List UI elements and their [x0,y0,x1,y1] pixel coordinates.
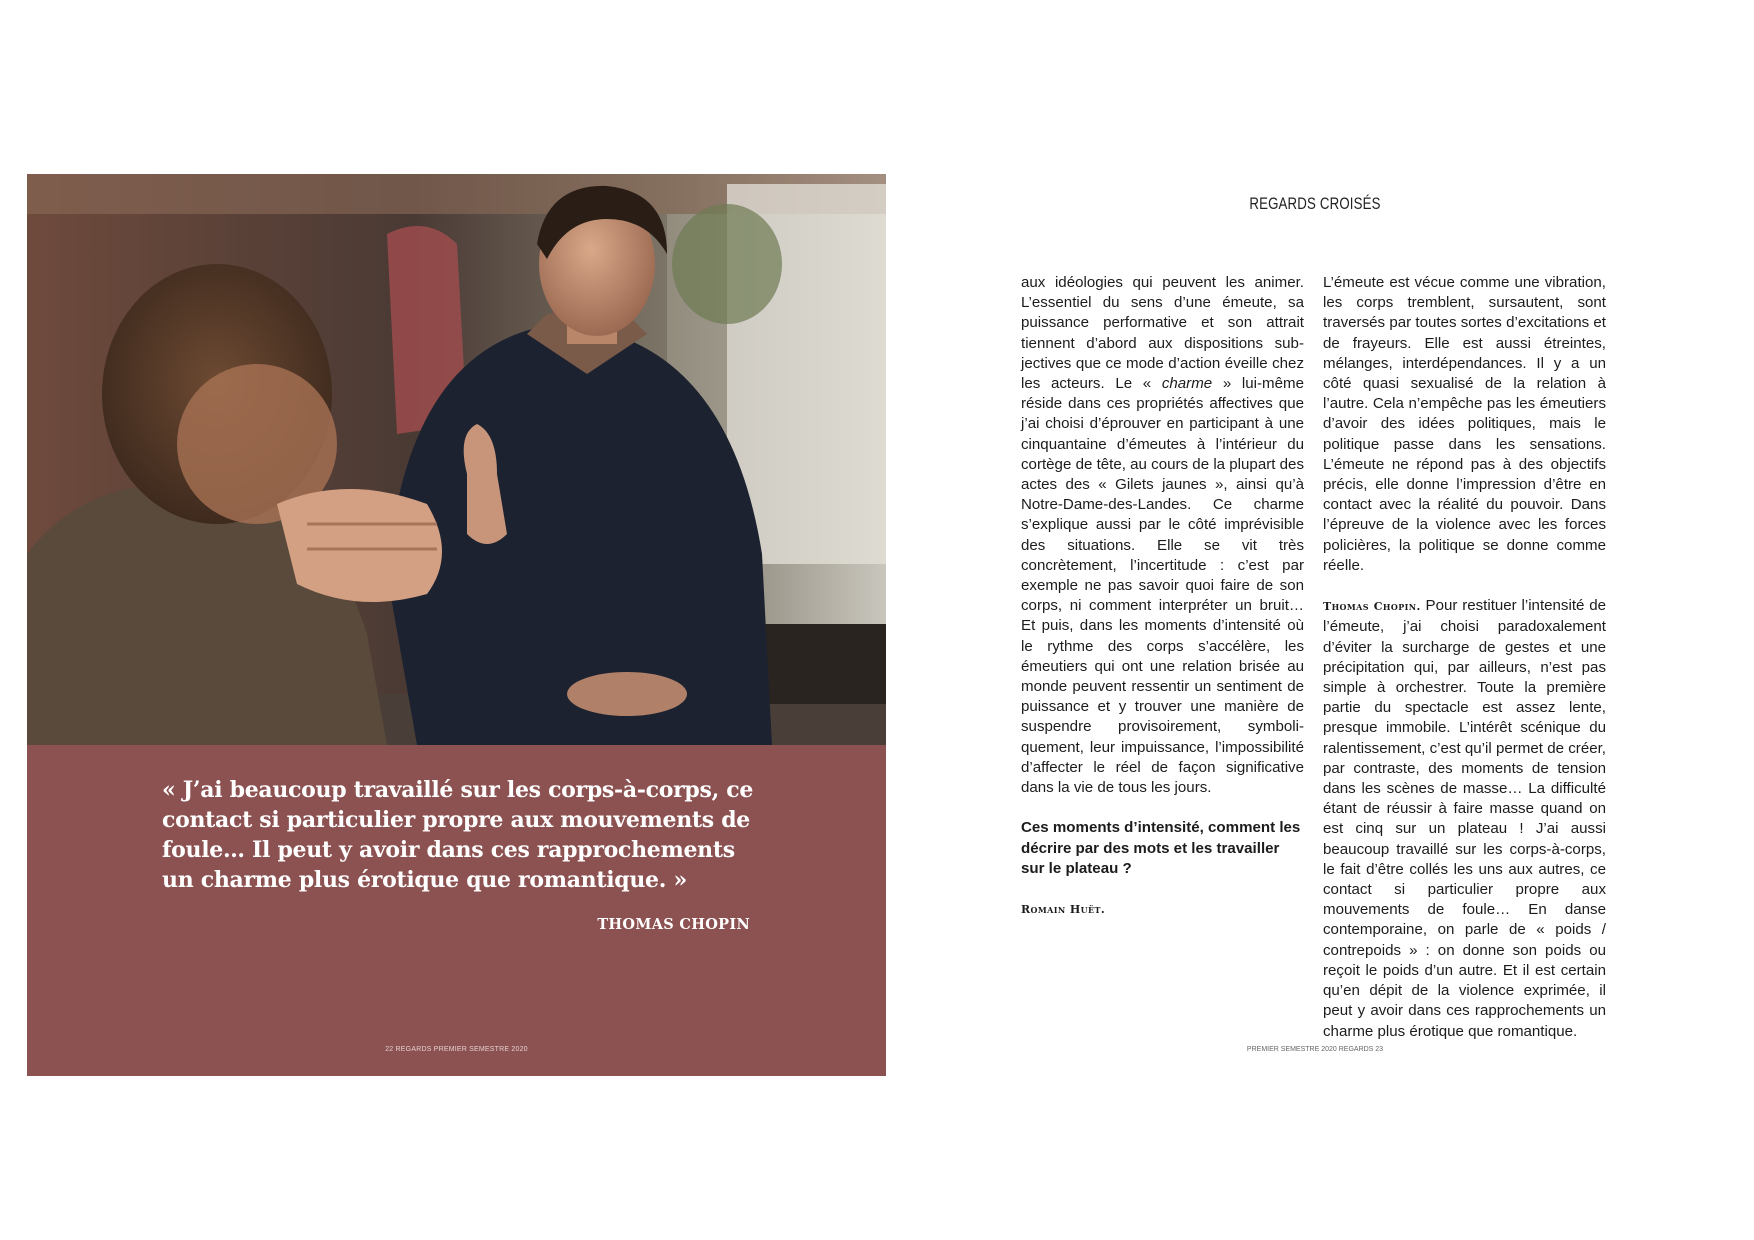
left-page [27,174,886,1076]
speaker-thomas-chopin: Thomas Chopin. [1323,600,1421,614]
article-paragraph-2-continued: L’émeute est vécue comme une vibration, les corps tremblent, sursautent, sont traversés par toutes sortes d’excitations et de frayeurs. Elle est aussi étreintes, mélanges, interdépendances. Il y a un côté quasi sexualisé de la relation à l’autre. Cela n’empêche pas les émeutiers d’avoir des idées politiques, mais le politique passe dans les sensations. L’émeute ne répond pas à des objectifs précis, elle donne l’impression d’être en contact avec la réalité du pouvoir. Dans l’épreuve de la violence avec les forces policières, la politique se donne comme réelle. [1323,274,1606,574]
left-page-folio: 22 REGARDS PREMIER SEMESTRE 2020 [385,1046,528,1053]
pull-quote: « J’ai beaucoup travaillé sur les corps-à-corps, ce contact si particulier propre aux mouvements de foule… Il peut y avoir dans ces rapprochements un charme plus érotique que romantique. » [162,777,754,893]
article-paragraph-1 [1021,273,1304,798]
article-column-2 [1323,273,1606,1042]
speaker-romain-huet: Romain Huët. [1021,903,1106,917]
paragraph-3-text: Pour restituer l’intensité de l’émeute, j’ai choisi paradoxalement d’éviter la surcharge de gestes et une précipitation qui, par ailleurs, n’est pas simple à orchestrer. Toute la première partie du spectacle est assez lente, presque immobile. L’intérêt scénique du ralentissement, c’est qu’il permet de créer, par contraste, des moments de tension dans les scènes de masse… La difficulté étant de réussir à faire masse quand on est cinq sur un plateau ! J’ai aussi beaucoup travaillé sur les corps-à-corps, le fait d’être collés les uns aux autres, ce contact si particulier propre aux mouvements de foule… En danse contemporaine, on parle de « poids / contrepoids » : on donne son poids ou reçoit le poids d’un autre. Et il est certain qu’en dépit de la violence exprimée, il peut y avoir dans ces rapprochements un charme plus érotique que romantique. [1323,597,1606,1040]
section-title: REGARDS CROISÉS [1249,194,1381,213]
paragraph-1-start: aux idéologies qui peuvent les animer. L’essentiel du sens d’une émeute, sa puissance performative et son attrait tiennent d’abord aux dispositions subjectives que ce mode d’action éveille chez les acteurs. Le « [1021,274,1304,393]
charme-italic: charme [1161,375,1213,393]
article-paragraph-2 [1021,899,1304,920]
article-column-1 [1021,273,1304,920]
interview-question: Ces moments d’intensité, comment les décrire par des mots et les travailler sur le plateau ? [1021,819,1301,877]
article-paragraph-3 [1323,596,1606,1041]
paragraph-1-end: » lui-même réside dans ces propriétés affectives que j’ai choisi d’éprouver en participant à une cinquantaine d’émeutes à l’intérieur du cortège de tête, au cours de la plupart des actes des « Gilets jaunes », ainsi qu’à Notre-Dame-des-Landes. Ce charme s’explique aussi par le côté imprévisible des situations. Elle se vit très concrètement, l’incertitude : c’est par exemple ne pas savoir quoi faire de son corps, ni comment interpréter un bruit… Et puis, dans les moments d’intensité où le rythme des corps s’accélère, les émeutiers qui ont une relation brisée au monde peuvent ressentir un sentiment de puissance et y trouver une manière de suspendre provisoirement, symboliquement, leur impuissance, l’impossibilité d’affecter le réel de façon significative dans la vie de tous les jours. [1021,375,1304,797]
right-page-folio: PREMIER SEMESTRE 2020 REGARDS 23 [1246,1046,1384,1053]
interview-photo-illustration [27,174,886,745]
interview-photo [27,174,886,745]
pull-quote-author: THOMAS CHOPIN [597,916,750,933]
